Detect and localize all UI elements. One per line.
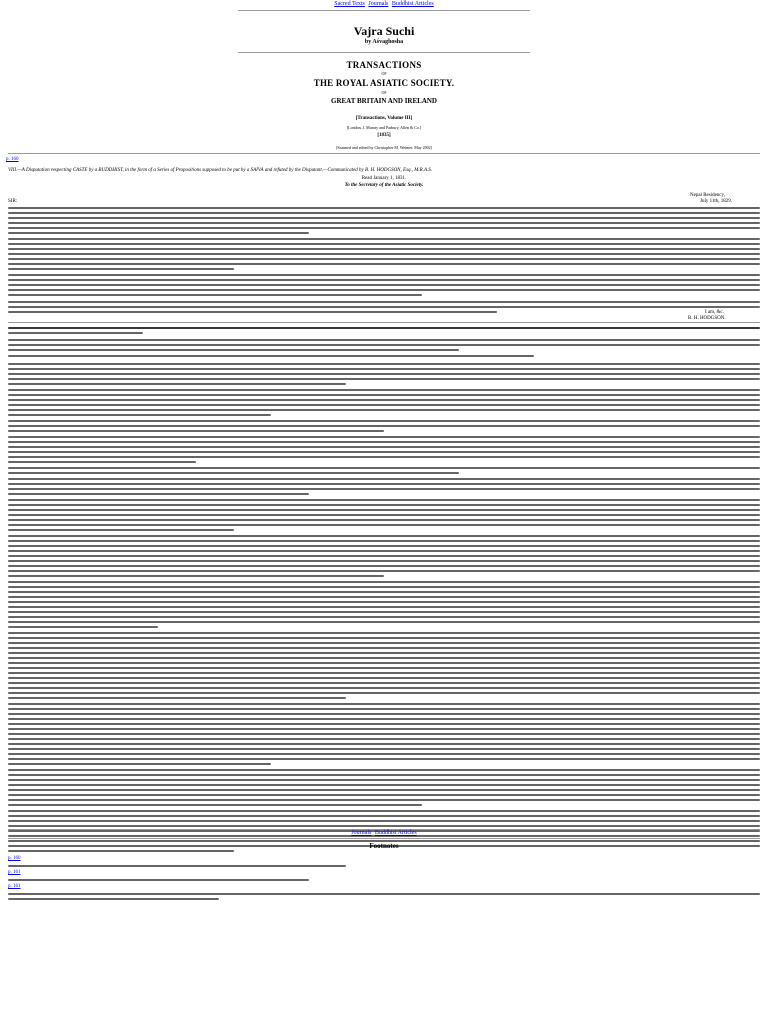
divider	[8, 153, 760, 154]
year-note: [1835]	[377, 133, 391, 138]
imprint-note: [London, J. Murray and Parbury, Allen & Co.]	[346, 125, 422, 130]
body-paragraph	[8, 436, 760, 466]
society-name: THE ROYAL ASIATIC SOCIETY.	[313, 78, 455, 88]
body-paragraph	[8, 769, 760, 809]
nav-link-buddhist-articles[interactable]: Buddhist Articles	[374, 830, 417, 836]
intro-paragraph	[8, 301, 760, 316]
body-paragraph	[8, 339, 760, 354]
page-title: Vajra Suchi	[353, 24, 415, 38]
body-paragraph	[8, 499, 760, 534]
divider	[8, 322, 760, 323]
byline: by Aśvaghosha	[364, 39, 404, 45]
bottom-nav	[0, 830, 768, 836]
of-text: OF	[381, 90, 387, 95]
nav-link-journals[interactable]: Journals	[351, 830, 372, 836]
country-name: GREAT BRITAIN AND IRELAND	[331, 97, 437, 105]
body-paragraph	[8, 389, 760, 419]
intro-paragraph	[8, 238, 760, 273]
body-paragraph	[8, 327, 760, 337]
footnote	[8, 870, 760, 884]
footnote-page-ref[interactable]: p. 161	[8, 884, 21, 889]
footnote-page-ref[interactable]: p. 160	[8, 856, 21, 861]
volume-note: [Transactions, Volume III]	[355, 116, 413, 121]
divider	[238, 52, 530, 53]
body-paragraph	[8, 420, 760, 435]
addressee: To the Secretary of the Asiatic Society.	[344, 183, 424, 188]
of-text: OF	[381, 71, 387, 76]
body-paragraph	[8, 703, 760, 768]
place: Nepal Residency,	[690, 193, 725, 198]
article-heading: VIII.—A Disputation respecting CASTE by a BUDDHIST, in the form of a Series of Propositions supposed to be put by a SAIVA and refuted by the Disputant.—Communicated by B. H. HODGSON, Esq., M.R.A.S.	[8, 168, 433, 173]
scan-note: [Scanned and edited by Christopher M. Weimer, May 2002]	[336, 145, 432, 150]
footnote	[8, 884, 760, 903]
transactions-heading: TRANSACTIONS	[346, 60, 422, 70]
intro-paragraph	[8, 274, 760, 299]
read-date: Read January 1, 1831.	[361, 176, 407, 181]
top-nav	[0, 0, 768, 8]
body-paragraph	[8, 535, 760, 580]
body-paragraph	[8, 581, 760, 631]
divider	[238, 10, 530, 11]
nav-link-sacred-texts[interactable]: Sacred Texts	[334, 1, 365, 7]
closing: I am, &c.	[705, 310, 724, 315]
body-paragraph	[8, 478, 760, 498]
body-paragraph	[8, 632, 760, 702]
body-paragraph	[8, 363, 760, 388]
body-paragraph	[8, 355, 760, 360]
salutation: SIR:	[8, 199, 18, 204]
footnotes-heading: Footnotes	[369, 842, 399, 850]
signature: B. H. HODGSON.	[688, 316, 726, 321]
footnote	[8, 856, 760, 870]
intro-paragraph	[8, 207, 760, 237]
nav-link-journals[interactable]: Journals	[368, 1, 389, 7]
nav-link-buddhist-articles[interactable]: Buddhist Articles	[391, 1, 434, 7]
body-paragraph	[8, 467, 760, 477]
divider	[8, 838, 760, 839]
footnote-page-ref[interactable]: p. 161	[8, 870, 21, 875]
date: July 11th, 1829.	[700, 199, 733, 204]
page-ref-link[interactable]: p. 160	[6, 157, 19, 162]
